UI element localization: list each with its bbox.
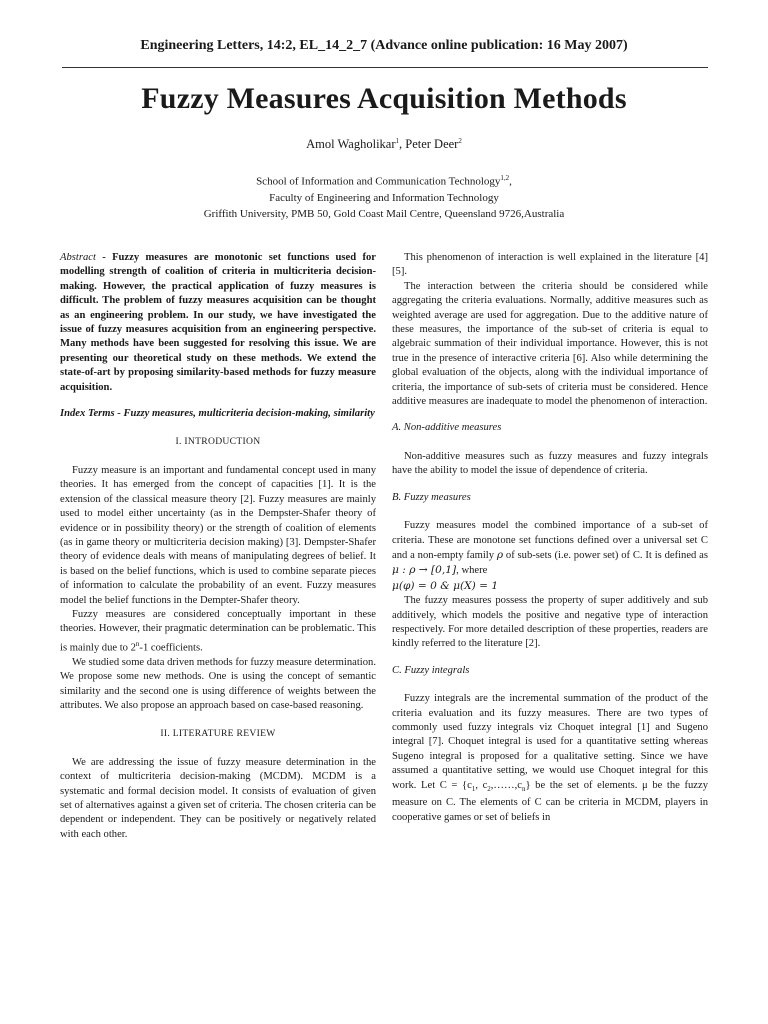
fuzzy-measure-formula: μ : ρ → [0,1] <box>392 564 457 577</box>
section-heading-literature-review: II. LITERATURE REVIEW <box>160 728 276 740</box>
subsection-heading-c: C. Fuzzy integrals <box>392 664 470 676</box>
right-column <box>392 251 708 825</box>
abstract-text: - Fuzzy measures are monotonic set functions used for modelling strength of coalition of criteria in multicriteria decision-making. However, the practical application of fuzzy measures is difficult. The problem of fuzzy measures acquisition can be thought as an engineering problem. In our study, we have investigated the issue of fuzzy measures acquisition from an engineering perspective. Many methods have been suggested for resolving this issue. We are presenting our theoretical study on these methods. We extend the state-of-art by proposing similarity-based methods for fuzzy measure acquisition. <box>60 252 376 393</box>
intro-paragraph-2-text: Fuzzy measures are considered conceptually important in these theories. However, their pragmatic determination can be problematic. This is mainly due to 2 <box>60 608 376 654</box>
affiliation-comma: , <box>509 175 512 188</box>
intro-paragraph-2 <box>60 608 376 656</box>
subsection-c-paragraph <box>392 692 708 825</box>
subscript-1: 1 <box>471 784 476 793</box>
header-rule <box>62 67 708 68</box>
subsection-b-text-1: Fuzzy measures model the combined importance of a sub-set of criteria. These are monotone set functions defined over a universal set C and a non-empty family <box>392 520 708 561</box>
subscript-n: n <box>521 784 526 793</box>
subsection-b-text-2: of sub-sets (i.e. power set) of C. It is defined as <box>503 549 708 561</box>
subsection-b-text-3: , where <box>456 565 488 577</box>
affiliation <box>0 170 768 222</box>
author-1: Amol Wagholikar <box>306 137 396 152</box>
journal-header: Engineering Letters, 14:2, EL_14_2_7 (Advance online publication: 16 May 2007) <box>140 38 628 53</box>
subsection-a-paragraph: Non-additive measures such as fuzzy measures and fuzzy integrals have the ability to model the issue of dependence of criteria. <box>392 450 708 477</box>
rho-symbol: ρ <box>496 548 504 561</box>
author-2: Peter Deer <box>405 137 459 152</box>
author-2-sup: 2 <box>458 137 462 145</box>
intro-paragraph-1: Fuzzy measure is an important and fundamental concept used in many theories. It has emerged from the concept of capacities [1]. It is the extension of the classical measure theory [2]. Fuzzy measures are mainly used to model either uncertainty (as in the Dempster-Shafer theory of evidence or in possibility theory) or the strength of coalition of elements (as in game theory or multicriteria decision making) [3]. Dempster-Shafer theory of evidence deals with means of manipulating degrees of belief. It is based on the belief functions, which is used to combine separate pieces of information to calculate the probability of an event. Fuzzy measures model the belief functions in the Dempter-Shafer theory. <box>60 464 376 606</box>
left-column <box>60 251 376 842</box>
right-paragraph-2: The interaction between the criteria should be considered while aggregating the criteria evaluations. Normally, additive measures such as weighted average are used for aggregation. Due to the additive nature of these measures, the importance of the sub-set of criteria is equal to algebraic summation of their individual importance. However, this is not true in the presence of interactive criteria [6]. Also while determining the global evaluation of the objects, along with the individual importance of criteria, the importance of sub-sets of criteria must be considered. Hence additive measures are inadequate to model the phenomenon of interaction. <box>392 280 708 408</box>
abstract <box>60 251 376 395</box>
subscript-2: 2 <box>487 784 491 793</box>
affiliation-line-1 <box>0 170 768 190</box>
authors <box>0 137 768 152</box>
affiliation-sup: 1,2 <box>500 174 510 182</box>
abstract-label: Abstract <box>60 252 96 263</box>
literature-paragraph-1: We are addressing the issue of fuzzy measure determination in the context of multicriteria decision-making (MCDM). MCDM is a systematic and formal decision model. It consists of evaluation of given set of alternatives against a given set of criteria. The chosen criteria can be dependent or independent. They can be positively or negatively related with each other. <box>60 756 376 840</box>
index-terms <box>60 407 376 421</box>
affiliation-line-2: Faculty of Engineering and Information Technology <box>269 191 499 204</box>
intro-paragraph-2-end: -1 coefficients. <box>139 642 203 654</box>
subsection-b-paragraph-2: The fuzzy measures possess the property of super additively and sub additively, which models the positive and negative type of interaction respectively. For more detailed description of these properties, readers are kindly referred to the literature [2]. <box>392 595 708 650</box>
affiliation-line-3: Griffith University, PMB 50, Gold Coast Mail Centre, Queensland 9726,Australia <box>203 207 565 220</box>
section-heading-introduction: I. INTRODUCTION <box>175 436 261 448</box>
subsection-b-paragraph-1 <box>392 519 708 594</box>
paper-title: Fuzzy Measures Acquisition Methods <box>141 82 627 115</box>
subsection-heading-a: A. Non-additive measures <box>392 422 502 434</box>
author-1-sup: 1 <box>395 137 399 145</box>
subsection-c-text-1: Fuzzy integrals are the incremental summation of the product of the criteria evaluation and its fuzzy measures. There are two types of commonly used fuzzy integrals viz Choquet integral [1] and Sugeno integral [7]. Choquet integral is used for a quantitative setting whereas Sugeno integral is proposed for a qualitative setting. Since we have assumed a quantitative setting, we would use Choquet integral for this work. Let C = {c <box>392 693 708 791</box>
index-terms-label: Index Terms <box>60 408 115 420</box>
affiliation-school: School of Information and Communication Technology <box>256 175 501 188</box>
author-separator: , <box>399 137 406 152</box>
right-paragraph-1: This phenomenon of interaction is well explained in the literature [4][5]. <box>392 252 708 278</box>
intro-paragraph-3: We studied some data driven methods for fuzzy measure determination. We propose some new methods. One is using the concept of semantic similarity and the second one is using difference of weights between the attributes. We also propose an approach based on case-based reasoning. <box>60 656 376 711</box>
subsection-heading-b: B. Fuzzy measures <box>392 491 471 503</box>
intro-paragraph-2-sup: n <box>135 639 140 648</box>
index-terms-text: - Fuzzy measures, multicriteria decision-making, similarity <box>114 408 375 420</box>
subsection-c-text-4: } be the set of elements. μ be the fuzzy measure on C. The elements of C can be criteria in MCDM, players in cooperative games or set of beliefs in <box>392 779 709 823</box>
subsection-c-text-3: ,……,c <box>490 779 522 791</box>
subsection-c-text-2: , c <box>475 779 488 791</box>
boundary-condition-formula: μ(φ) = 0 & μ(X) = 1 <box>392 579 499 592</box>
